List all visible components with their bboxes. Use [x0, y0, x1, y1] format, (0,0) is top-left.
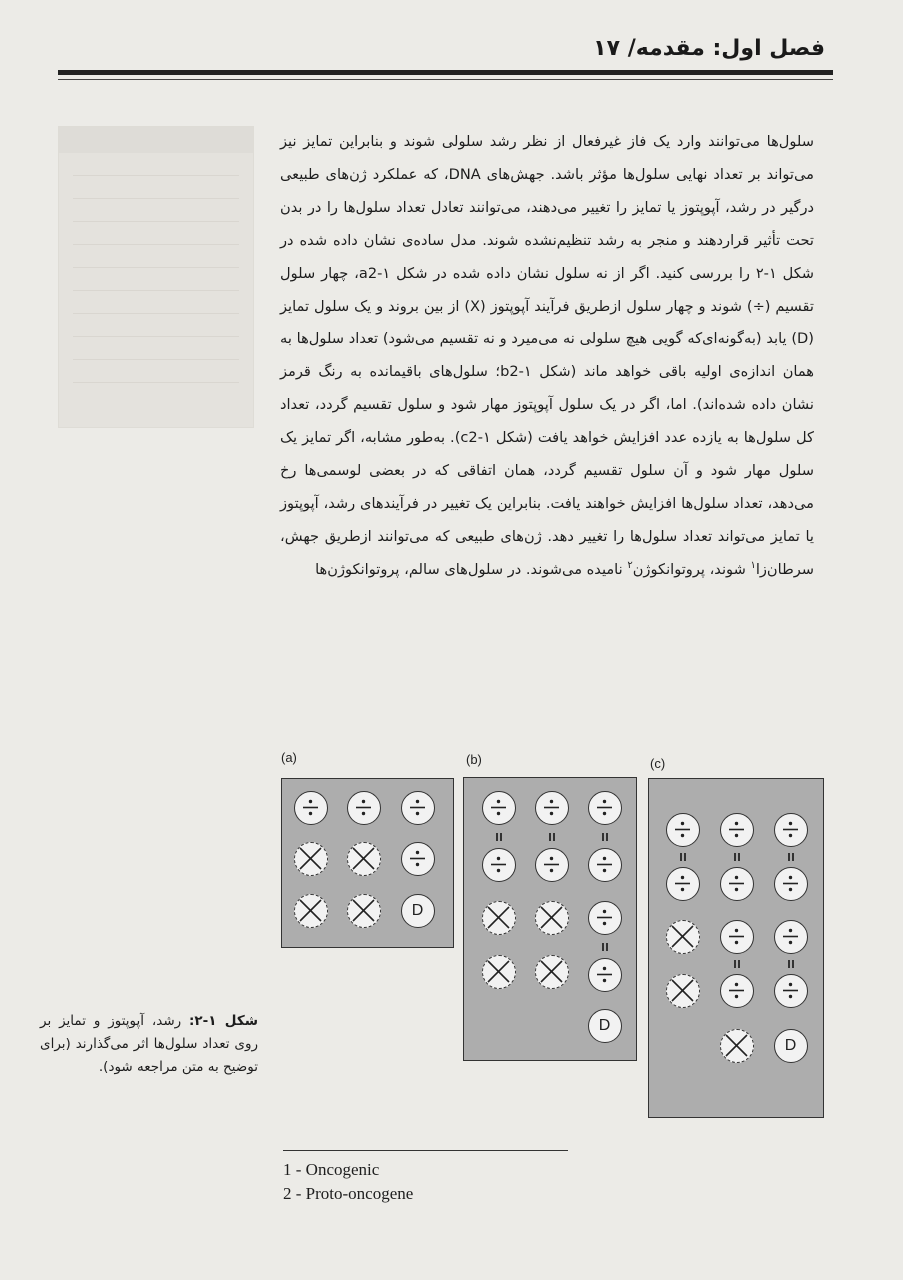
header-rule — [58, 70, 833, 75]
cell-apoptosis-x-icon — [720, 1029, 754, 1063]
cell-apoptosis-x-icon — [347, 842, 381, 876]
cell-apoptosis-x-icon — [294, 842, 328, 876]
cell-d-label: D — [598, 1017, 611, 1034]
daughter-link — [733, 960, 741, 968]
header-rule-thin — [58, 79, 833, 80]
cell-apoptosis-x-icon — [294, 894, 328, 928]
page-header-title: فصل اول: مقدمه/ ۱۷ — [593, 36, 825, 61]
cell-divide-icon — [588, 791, 622, 825]
daughter-link — [601, 833, 609, 841]
cell-divide-icon — [720, 867, 754, 901]
figure-caption: شکل ۱-۲: رشد، آپوپتوز و تمایز بر روی تعداد سلول‌ها اثر می‌گذارند (برای توضیح به متن مراجعه شود). — [40, 1013, 258, 1075]
cell-apoptosis-x-icon — [535, 901, 569, 935]
cell-apoptosis-x-icon — [347, 894, 381, 928]
cell-divide-icon — [535, 848, 569, 882]
cell-divide-icon — [294, 791, 328, 825]
daughter-link — [548, 833, 556, 841]
panel-b-label: (b) — [466, 752, 482, 767]
cell-divide-icon — [535, 791, 569, 825]
cell-divide-icon — [666, 813, 700, 847]
cell-apoptosis-x-icon — [482, 901, 516, 935]
footnote-1: 1 - Oncogenic — [283, 1160, 380, 1179]
daughter-link — [787, 960, 795, 968]
cell-divide-icon — [720, 974, 754, 1008]
cell-apoptosis-x-icon — [535, 955, 569, 989]
footnote-rule — [283, 1150, 568, 1151]
footnote-2: 2 - Proto-oncogene — [283, 1184, 414, 1203]
cell-divide-icon — [666, 867, 700, 901]
cell-divide-icon — [774, 867, 808, 901]
cell-divide-icon — [401, 842, 435, 876]
cell-apoptosis-x-icon — [482, 955, 516, 989]
cell-differentiated — [401, 894, 435, 928]
cell-divide-icon — [720, 813, 754, 847]
cell-divide-icon — [720, 920, 754, 954]
daughter-link — [733, 853, 741, 861]
panel-a-label: (a) — [281, 750, 297, 765]
daughter-link — [787, 853, 795, 861]
daughter-link — [495, 833, 503, 841]
margin-box — [58, 126, 254, 428]
cell-divide-icon — [588, 958, 622, 992]
cell-differentiated — [774, 1029, 808, 1063]
cell-divide-icon — [482, 791, 516, 825]
daughter-link — [601, 943, 609, 951]
cell-divide-icon — [482, 848, 516, 882]
daughter-link — [679, 853, 687, 861]
body-paragraph: سلول‌ها می‌توانند وارد یک فاز غیرفعال از نظر رشد سلولی شوند و بنابراین تمایز نیز می‌تواند بر تعداد نهایی سلول‌ها مؤثر باشد. جهش‌های DNA، که عملکرد ژن‌های طبیعی درگیر در رشد، آپوپتوز یا تمایز را تغییر می‌دهند، می‌توانند تعادل تعداد سلول‌ها را در بدن تحت تأثیر قراردهند و منجر به رشد تنظیم‌نشده شوند. مدل ساده‌ی نشان داده شده در شکل ۱-۲ را بررسی کنید. اگر از نه سلول نشان داده شده در شکل ۱-a2، چهار سلول تقسیم (÷) شوند و چهار سلول ازطریق فرآیند آپوپتوز (X) از بین بروند و یک سلول تمایز (D) یابد (به‌گونه‌ای‌که گویی هیچ سلولی نه می‌میرد و نه تقسیم می‌شود) تعداد سلول‌ها به همان اندازه‌ی اولیه باقی خواهد ماند (شکل ۱-b2؛ سلول‌های باقیمانده به رنگ قرمز نشان داده شده‌اند). اما، اگر در یک سلول آپوپتوز مهار شود و سلول تقسیم گردد، تعداد کل سلول‌ها به یازده عدد افزایش خواهد یافت (شکل ۱-c2). به‌طور مشابه، اگر تمایز یک سلول مهار شود و آن سلول تقسیم گردد، همان اتفاقی که در بعضی لوسمی‌ها رخ می‌دهد، تعداد سلول‌ها افزایش خواهند یافت. بنابراین یک تغییر در فرآیندهای رشد، آپوپتوز یا تمایز می‌تواند تعداد سلول‌ها را تغییر دهد. ژن‌های طبیعی که می‌توانند ازطریق جهش، سرطان‌زا$^۱$ شوند، پروتوانکوژن$^۲$ نامیده می‌شوند. در سلول‌های سالم، پروتوانکوژن‌ها — [280, 133, 815, 578]
cell-divide-icon — [347, 791, 381, 825]
cell-apoptosis-x-icon — [666, 920, 700, 954]
cell-divide-icon — [774, 813, 808, 847]
cell-divide-icon — [588, 901, 622, 935]
cell-divide-icon — [588, 848, 622, 882]
cell-d-label: D — [411, 902, 424, 919]
cell-divide-icon — [774, 920, 808, 954]
cell-apoptosis-x-icon — [666, 974, 700, 1008]
cell-differentiated — [588, 1009, 622, 1043]
cell-divide-icon — [401, 791, 435, 825]
panel-c-label: (c) — [650, 756, 666, 771]
cell-d-label: D — [784, 1037, 797, 1054]
cell-divide-icon — [774, 974, 808, 1008]
